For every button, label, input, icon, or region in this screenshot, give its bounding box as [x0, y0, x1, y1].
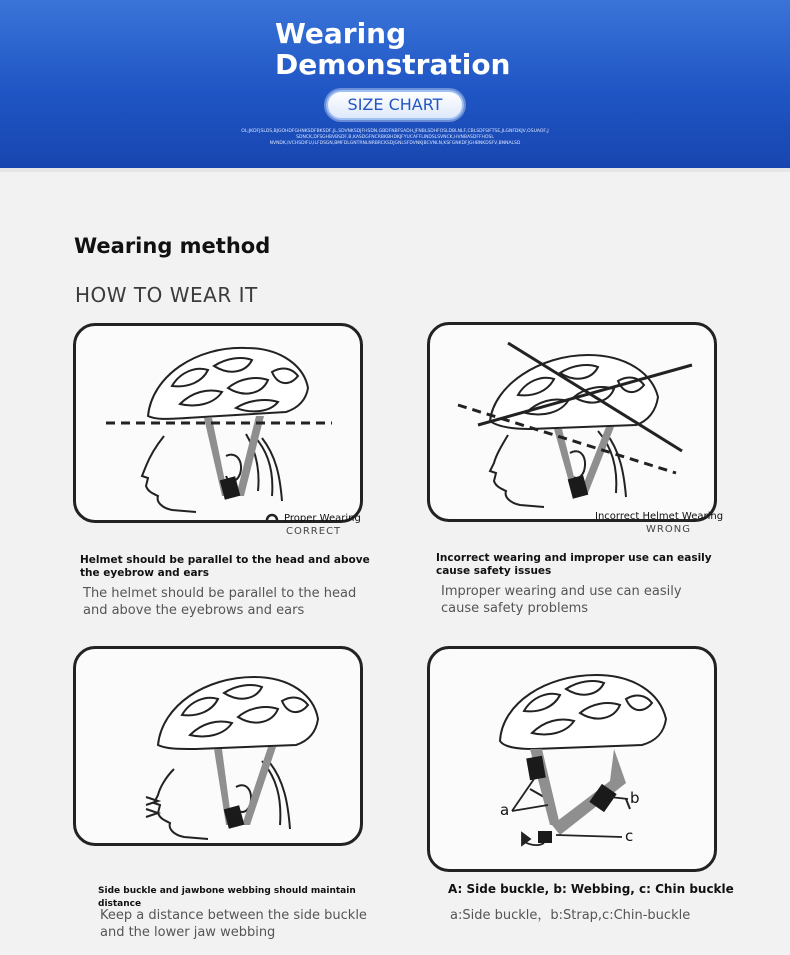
- distance-bold-caption: Side buckle and jawbone webbing should maintain distance: [98, 886, 356, 909]
- helmet-correct-illustration: [76, 326, 363, 523]
- page-title: [275, 18, 510, 80]
- parts-bold-caption: A: Side buckle, b: Webbing, c: Chin buckle: [448, 882, 734, 896]
- fine-print-line-1: OL;JKDFJSLDS,BJGOHDFGHNKSDFBKSDF,JL,SDVNKSDJFHSDN,GBDFNBFSADH,JFNBLSDHFOSLDBLNLF,CBLSDFSIFTSE,JLGNFDKJV,OSUAOF,JSDNCK,DFSGHBVBSDF,B,KASDGFNCRBKBHDKJFYUCAFFLINDSLSVNCK,HVNBASDFFHOSL: [241, 129, 549, 140]
- incorrect-wearing-tag: Incorrect Helmet Wearing: [595, 511, 724, 522]
- correct-gray-caption: The helmet should be parallel to the head and above the eyebrows and ears: [83, 586, 357, 618]
- size-chart-button[interactable]: SIZE CHART: [326, 90, 464, 120]
- parts-gray-caption: a:Side buckle，b:Strap,c:Chin-buckle: [450, 908, 691, 923]
- header-divider: [0, 168, 790, 172]
- panel-incorrect-wearing: [427, 322, 717, 522]
- fine-print-line-2: NVNDK,IVCHSDIFU,ILFDSGN,BMFDLGNTRNLNRBRCKSDJGNLSFDVNKJBCVNLN,KSFGNKDFJGHBNKDSFV,BNNALSD: [269, 141, 521, 146]
- correct-label: CORRECT: [286, 526, 342, 537]
- distance-gray-caption: Keep a distance between the side buckle and the lower jaw webbing: [100, 908, 367, 940]
- panel-correct-wearing: [73, 323, 363, 523]
- proper-wearing-tag: Proper Wearing: [284, 513, 361, 524]
- panel-buckle-distance: [73, 646, 363, 846]
- incorrect-gray-caption: Improper wearing and use can easily cause safety problems: [441, 584, 682, 616]
- correct-bold-caption: Helmet should be parallel to the head and above the eyebrow and ears: [80, 554, 370, 579]
- fine-print: [240, 129, 550, 147]
- label-c: c: [625, 827, 634, 845]
- section-title: Wearing method: [74, 234, 271, 258]
- title-line-1: Wearing: [275, 17, 407, 50]
- helmet-distance-illustration: [76, 649, 363, 846]
- header-banner: [0, 0, 790, 168]
- incorrect-bold-caption: Incorrect wearing and improper use can easily cause safety issues: [436, 552, 712, 577]
- panel-buckle-parts: [427, 646, 717, 872]
- label-a: a: [500, 801, 510, 819]
- wrong-label: WRONG: [646, 524, 691, 535]
- title-line-2: Demonstration: [275, 48, 511, 81]
- how-to-heading: HOW TO WEAR IT: [75, 283, 258, 307]
- helmet-parts-illustration: [430, 649, 717, 872]
- label-b: b: [630, 789, 640, 807]
- helmet-incorrect-illustration: [430, 325, 717, 522]
